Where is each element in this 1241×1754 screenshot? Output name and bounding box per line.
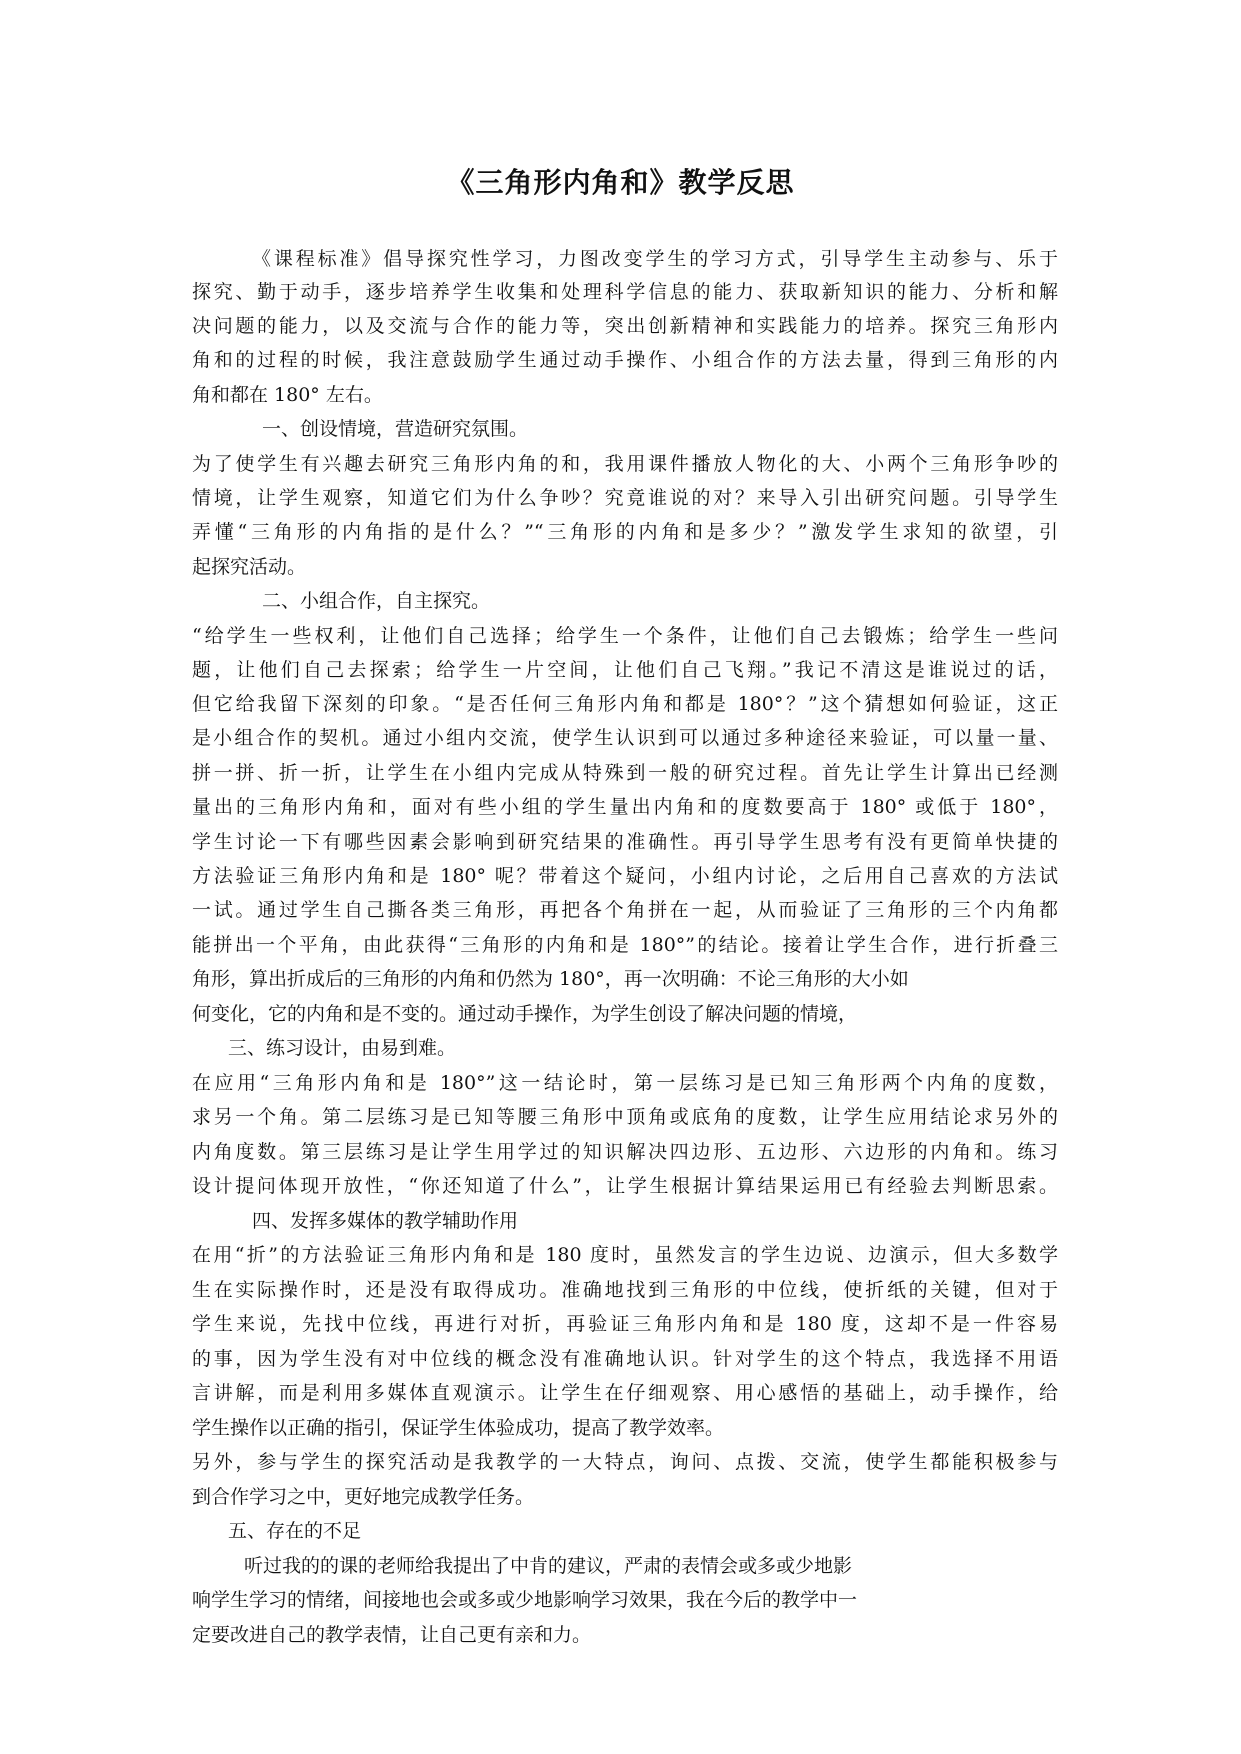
body-text-line: 内角度数。第三层练习是让学生用学过的知识解决四边形、五边形、六边形的内角和。练习 (192, 1141, 1058, 1163)
body-text-line: 生在实际操作时，还是没有取得成功。准确地找到三角形的中位线，使折纸的关键，但对于 (192, 1279, 1058, 1301)
body-text-line: 一试。通过学生自己撕各类三角形，再把各个角拼在一起，从而验证了三角形的三个内角都 (192, 899, 1058, 921)
body-text-line: 是小组合作的契机。通过小组内交流，使学生认识到可以通过多种途径来验证，可以量一量、 (192, 727, 1058, 749)
body-text-line: 响学生学习的情绪，间接地也会或多或少地影响学习效果，我在今后的教学中一 (192, 1589, 858, 1611)
body-text-line: 学生讨论一下有哪些因素会影响到研究结果的准确性。再引导学生思考有没有更简单快捷的 (192, 831, 1058, 853)
body-text-line: 弄懂“三角形的内角指的是什么？”“三角形的内角和是多少？”激发学生求知的欲望，引 (192, 521, 1058, 543)
body-text-line: 《课程标准》倡导探究性学习，力图改变学生的学习方式，引导学生主动参与、乐于 (252, 248, 1058, 270)
body-text-line: 求另一个角。第二层练习是已知等腰三角形中顶角或底角的度数，让学生应用结论求另外的 (192, 1106, 1058, 1128)
body-text-line: 为了使学生有兴趣去研究三角形内角的和，我用课件播放人物化的大、小两个三角形争吵的 (192, 453, 1058, 475)
body-text-line: 但它给我留下深刻的印象。“是否任何三角形内角和都是 180°？”这个猜想如何验证，这正 (192, 693, 1058, 715)
body-text-line: 何变化，它的内角和是不变的。通过动手操作，为学生创设了解决问题的情境， (192, 1003, 858, 1025)
body-text-line: 在应用“三角形内角和是 180°”这一结论时，第一层练习是已知三角形两个内角的度数， (192, 1072, 1058, 1094)
document-title: 《三角形内角和》教学反思 (446, 166, 795, 199)
body-text-line: 言讲解，而是利用多媒体直观演示。让学生在仔细观察、用心感悟的基础上，动手操作，给 (192, 1382, 1058, 1404)
body-text-line: 四、发挥多媒体的教学辅助作用 (252, 1210, 519, 1232)
body-text-line: 能拼出一个平角，由此获得“三角形的内角和是 180°”的结论。接着让学生合作，进行折叠三 (192, 934, 1058, 956)
body-text-line: 角和都在 180° 左右。 (192, 384, 383, 406)
body-text-line: “给学生一些权利，让他们自己选择；给学生一个条件，让他们自己去锻炼；给学生一些问 (192, 625, 1058, 647)
body-text-line: 角形，算出折成后的三角形的内角和仍然为 180°，再一次明确：不论三角形的大小如 (192, 968, 909, 990)
body-text-line: 在用“折”的方法验证三角形内角和是 180 度时，虽然发言的学生边说、边演示，但大多数学 (192, 1244, 1058, 1266)
body-text-line: 情境，让学生观察，知道它们为什么争吵？究竟谁说的对？来导入引出研究问题。引导学生 (192, 487, 1058, 509)
body-text-line: 听过我的的课的老师给我提出了中肯的建议，严肃的表情会或多或少地影 (244, 1555, 853, 1577)
body-text-line: 角和的过程的时候，我注意鼓励学生通过动手操作、小组合作的方法去量，得到三角形的内 (192, 349, 1058, 371)
body-text-line: 设计提问体现开放性，“你还知道了什么”，让学生根据计算结果运用已有经验去判断思索。 (192, 1175, 1058, 1197)
body-text-line: 起探究活动。 (192, 556, 307, 578)
body-text-line: 另外，参与学生的探究活动是我教学的一大特点，询问、点拨、交流，使学生都能积极参与 (192, 1451, 1058, 1473)
body-text-line: 定要改进自己的教学表情，让自己更有亲和力。 (192, 1624, 592, 1646)
body-text-line: 的事，因为学生没有对中位线的概念没有准确地认识。针对学生的这个特点，我选择不用语 (192, 1348, 1058, 1370)
body-text-line: 到合作学习之中，更好地完成教学任务。 (192, 1486, 535, 1508)
body-text-line: 题，让他们自己去探索；给学生一片空间，让他们自己飞翔。”我记不清这是谁说过的话， (192, 659, 1058, 681)
body-text-line: 量出的三角形内角和，面对有些小组的学生量出内角和的度数要高于 180° 或低于 180°， (192, 796, 1058, 818)
body-text-line: 学生操作以正确的指引，保证学生体验成功，提高了教学效率。 (192, 1417, 725, 1439)
body-text-line: 拼一拼、折一折，让学生在小组内完成从特殊到一般的研究过程。首先让学生计算出已经测 (192, 762, 1058, 784)
body-text-line: 二、小组合作，自主探究。 (262, 590, 491, 612)
body-text-line: 三、练习设计，由易到难。 (228, 1037, 457, 1059)
body-text-line: 一、创设情境，营造研究氛围。 (262, 418, 529, 440)
body-text-line: 学生来说，先找中位线，再进行对折，再验证三角形内角和是 180 度，这却不是一件容易 (192, 1313, 1058, 1335)
body-text-line: 探究、勤于动手，逐步培养学生收集和处理科学信息的能力、获取新知识的能力、分析和解 (192, 281, 1058, 303)
body-text-line: 五、存在的不足 (228, 1520, 362, 1542)
body-text-line: 方法验证三角形内角和是 180° 呢？带着这个疑问，小组内讨论，之后用自己喜欢的方法试 (192, 865, 1058, 887)
body-text-line: 决问题的能力，以及交流与合作的能力等，突出创新精神和实践能力的培养。探究三角形内 (192, 315, 1058, 337)
